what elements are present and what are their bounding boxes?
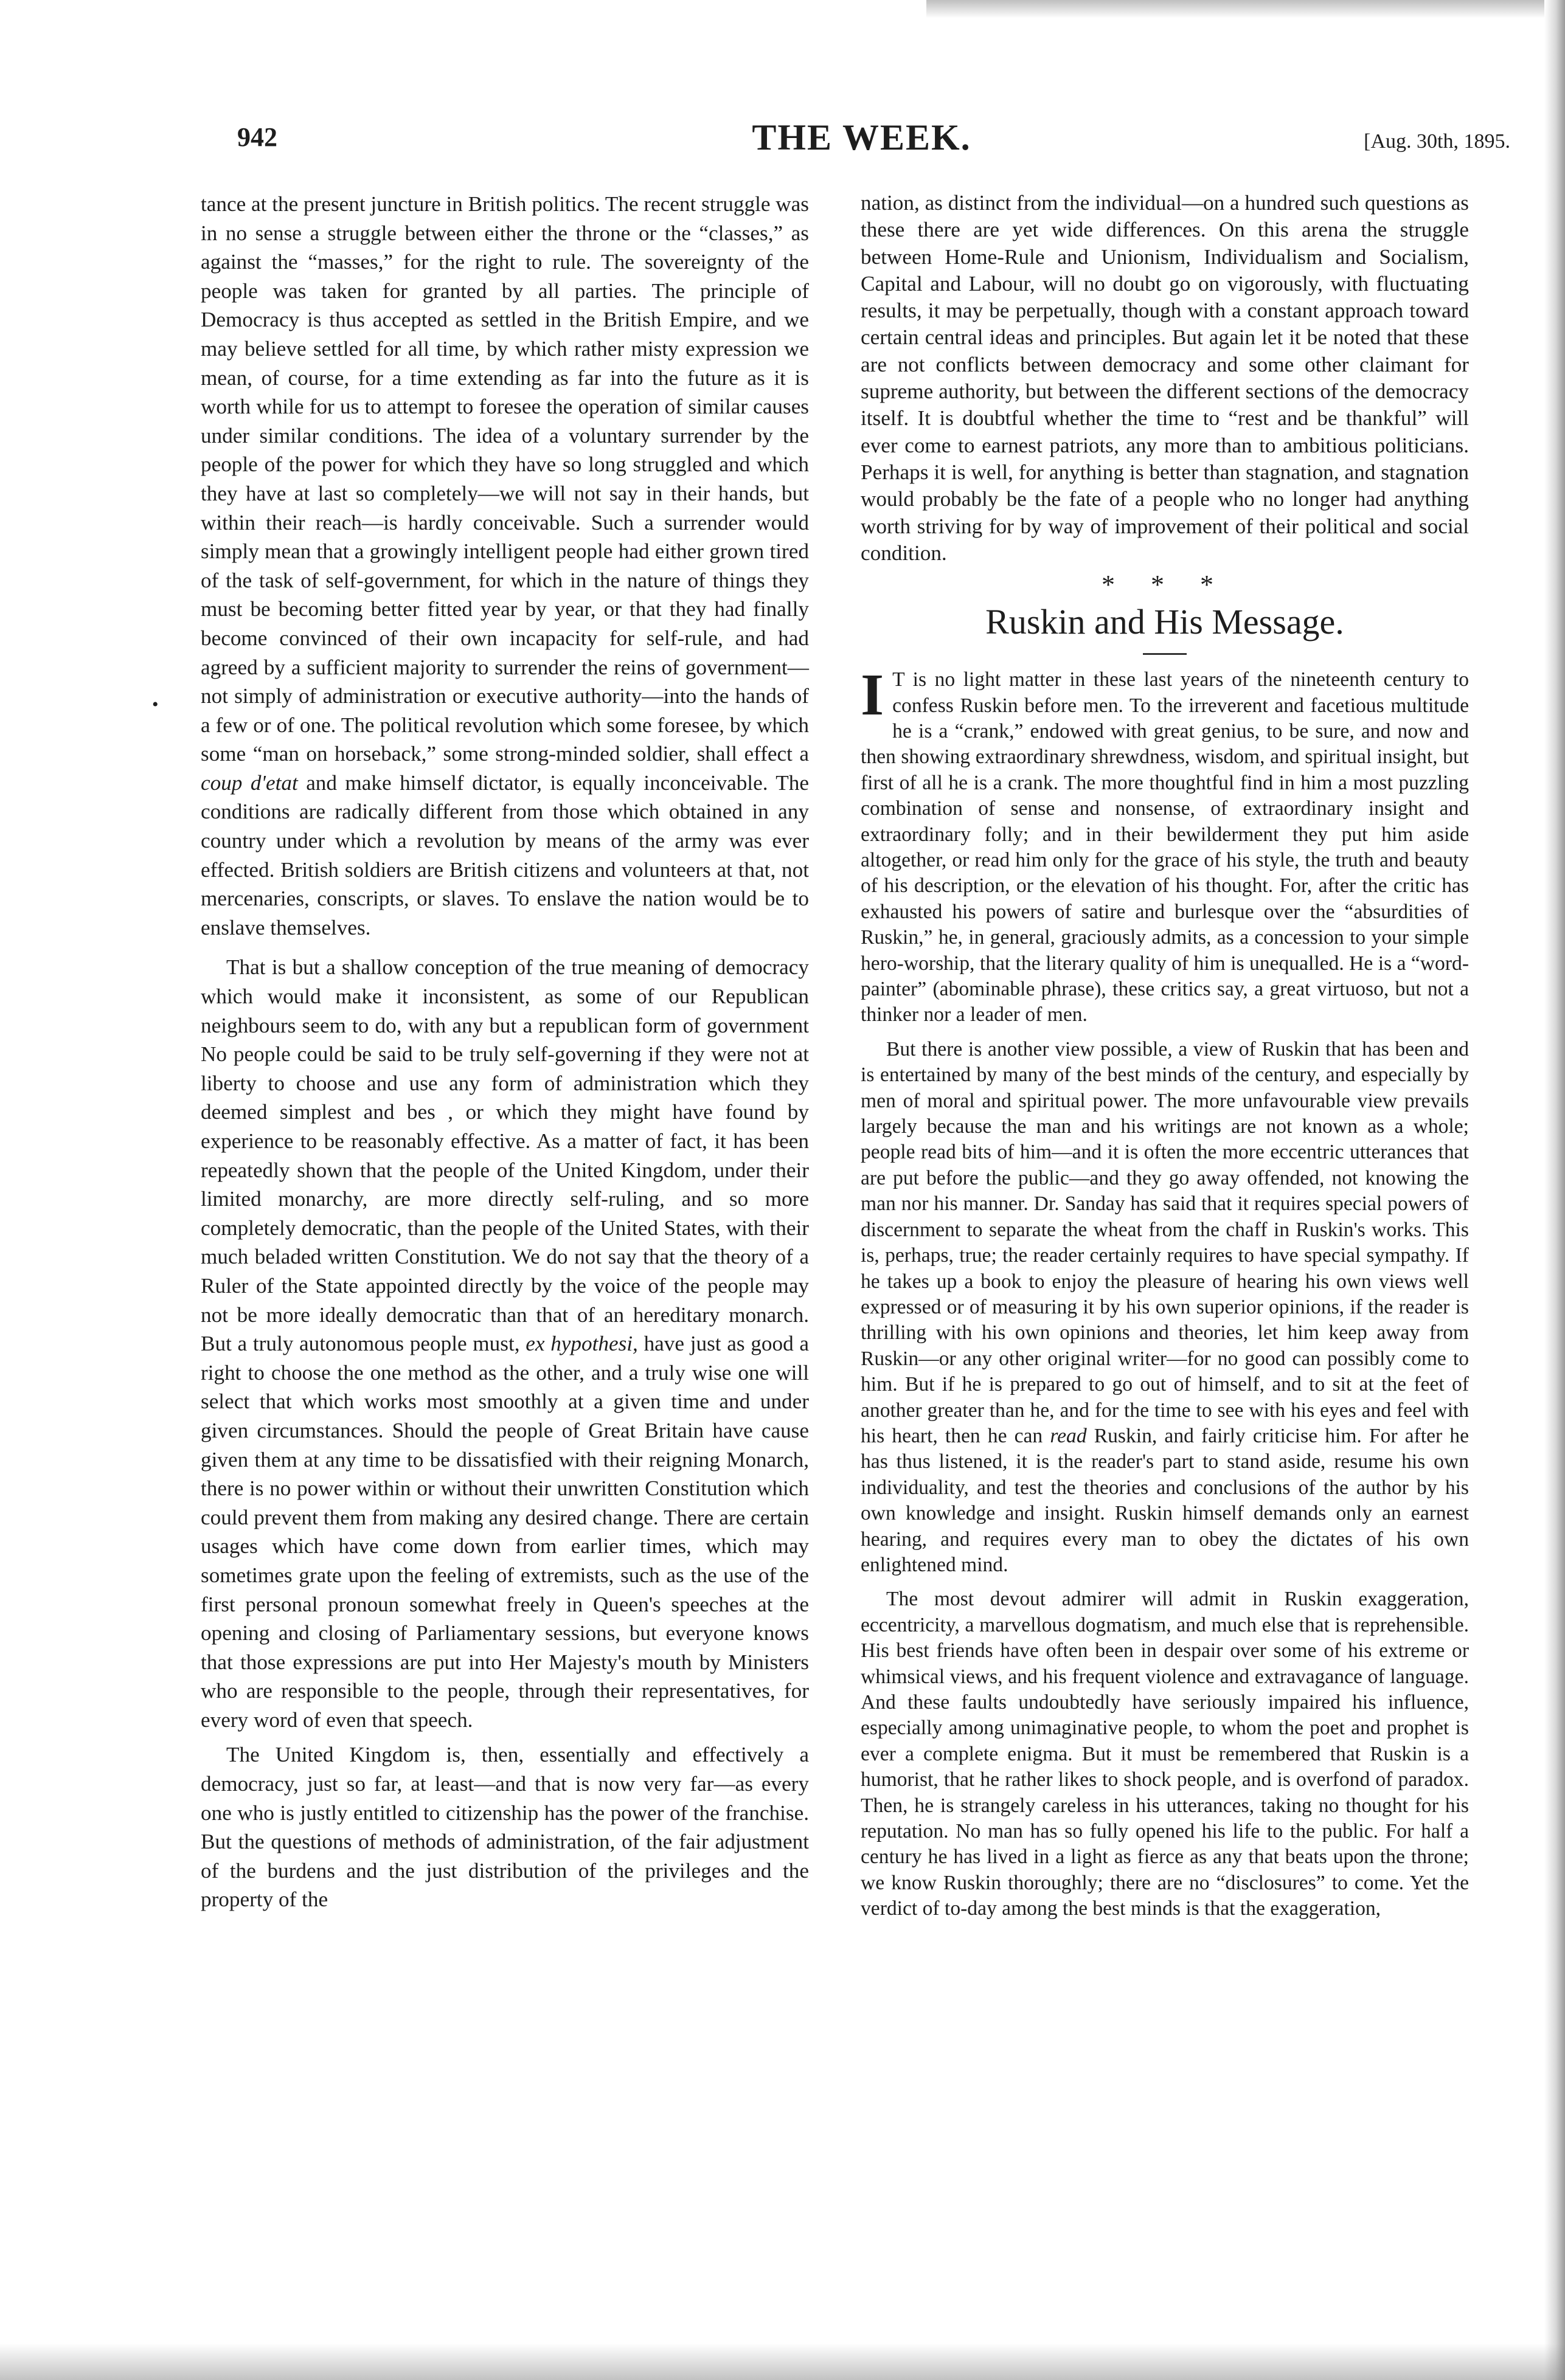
drop-cap: I — [861, 662, 884, 728]
left-paragraph-1 — [201, 190, 809, 942]
scan-edge-bottom — [0, 2344, 1565, 2380]
left-column — [201, 190, 809, 1914]
right-paragraph-1: nation, as distinct from the individual—on a hundred such questions as these there are yet wide differences. On this arena the struggle between Home-Rule and Unionism, Individualism and Socialism, Capital and Labour, will no doubt go on vigorously, with fluctuating results, it may be perpetually, though with a constant approach toward certain central ideas and principles. But again let it be noted that these are not conflicts between democracy and some other claimant for supreme authority, but between the different sections of the democracy itself. It is doubtful whether the time to “rest and be thankful” will ever come to earnest patriots, any more than to ambitious politicians. Perhaps it is well, for anything is better than stagnation, and stagnation would probably be the fate of a people who no longer had anything worth striving for by way of improvement of their political and social condition. — [861, 191, 1469, 565]
scan-edge-right — [1544, 0, 1565, 2380]
article-paragraph-2 — [861, 1037, 1469, 1579]
right-column — [861, 190, 1469, 1922]
left-paragraph-2 — [201, 953, 809, 1734]
issue-date: [Aug. 30th, 1895. — [1364, 130, 1510, 153]
left-paragraph-1-text: tance at the present juncture in British politics. The recent struggle was in no sense a struggle between either the throne or the “classes,” as against the “masses,” for the right to rule. The sovereignty of the people was taken for granted by all parties. The principle of Democracy is thus accepted as settled in the British Empire, and we may believe settled for all time, by which rather misty expression we mean, of course, for a time extending as far into the future as it is worth while for us to attempt to foresee the operation of similar causes under similar conditions. The idea of a voluntary surrender by the people of the power for which they have so long struggled and which they have at last so completely—we will not say in their hands, but within their reach—is hardly conceivable. Such a surrender would simply mean that a growingly intelligent people had either grown tired of the task of self-government, for which in the nature of things they must be becoming better fitted year by year, or that they had finally become convinced of their own incapacity for self-rule, and had agreed by a sufficient majority to surrender the reins of government—not simply of administration or executive authority—into the hands of a few or of one. The political revolution which some foresee, by which some “man on horseback,” some strong-minded soldier, shall effect a — [201, 192, 809, 766]
page-header — [201, 117, 1522, 170]
page-number: 942 — [237, 122, 277, 152]
article-title: Ruskin and His Message. — [985, 602, 1344, 642]
masthead-title: THE WEEK. — [752, 117, 971, 157]
article-paragraph-1 — [861, 662, 1469, 1028]
left-paragraph-1-end: and make himself dictator, is equally inconceivable. The conditions are radically different from those which obtained in any country under which a revolution by means of the army was ever effected. British soldiers are British citizens and volunteers at that, not mercenaries, conscripts, or slaves. To enslave the nation would be to enslave themselves. — [201, 770, 809, 939]
left-paragraph-1-italic: coup d'etat — [201, 770, 298, 795]
margin-dot: • — [152, 694, 159, 714]
scan-edge-top — [926, 0, 1565, 18]
title-rule — [1143, 653, 1187, 655]
section-divider-stars: * * * — [1102, 570, 1228, 600]
left-paragraph-2-text: That is but a shallow conception of the true meaning of democracy which would make it inconsistent, as some of our Republican neighbours seem to do, with any but a republican form of government No people could be said to be truly self-governing if they were not at liberty to choose and use any form of administration which they deemed simplest and bes , or which they might have found by experience to be reasonably effective. As a matter of fact, it has been repeatedly shown that the people of the United Kingdom, under their limited monarchy, are more directly self-ruling, and so more completely democratic, than the people of the United States, with their much beladed written Constitution. We do not say that the theory of a Ruler of the State appointed directly by the voice of the people may not be more ideally democratic than that of an hereditary monarch. But a truly autonomous people must, — [201, 955, 809, 1356]
left-paragraph-2-italic: ex hypothesi, — [526, 1332, 638, 1356]
article-paragraph-3: The most devout admirer will admit in Ruskin exaggeration, eccentricity, a marvellous dogmatism, and much else that is reprehensible. His best friends have often been in despair over some of his extreme or whimsical views, and his frequent violence and extravagance of language. And these faults undoubtedly have seriously impaired his influence, especially among unimaginative people, to whom the poet and prophet is ever a complete enigma. But it must be remembered that Ruskin is a humorist, that he rather likes to shock people, and is overfond of paradox. Then, he is strangely careless in his utterances, taking no thought for his reputation. No man has so fully opened his life to the public. For half a century he has lived in a light as fierce as any that beats upon the throne; we know Ruskin thoroughly; there are no “disclosures” to come. Yet the verdict of to-day among the best minds is that the exaggeration, — [861, 1588, 1469, 1920]
left-paragraph-3: The United Kingdom is, then, essentially and effectively a democracy, just so far, at least—and that is now very far—as every one who is justly entitled to citizenship has the power of the franchise. But the questions of methods of administration, of the fair adjustment of the burdens and the just distribution of the privileges and the property of the — [201, 1743, 809, 1912]
article-paragraph-2-end: Ruskin, and fairly criticise him. For after he has thus listened, it is the reader's part to stand aside, resume his own individuality, and test the theories and conclusions of the author by his own knowledge and insight. Ruskin himself demands only an earnest hearing, and requires every man to obey the dictates of his own enlightened mind. — [861, 1424, 1469, 1576]
article-paragraph-1-text: T is no light matter in these last years of the nineteenth century to confess Ruskin before men. To the irreverent and facetious multitude he is a “crank,” endowed with great genius, to be sure, and now and then showing extraordinary shrewdness, wisdom, and spiritual insight, but first of all he is a crank. The more thoughtful find in him a most puzzling combination of sense and nonsense, of extraordinary insight and extraordinary folly; and in their bewilderment they put him aside altogether, or read him only for the grace of his style, the truth and beauty of his description, or the elevation of his thought. For, after the critic has exhausted his powers of satire and burlesque over the “absurdities of Ruskin,” he, in general, graciously admits, as a concession to your simple hero-worship, that the literary quality of him is unequalled. He is a “word-painter” (abominable phrase), these critics say, a great virtuoso, but not a thinker nor a leader of men. — [861, 668, 1469, 1026]
article-paragraph-2-italic: read — [1050, 1424, 1087, 1447]
article-paragraph-2-text: But there is another view possible, a view of Ruskin that has been and is entertained by many of the best minds of the century, and especially by men of moral and spiritual power. The more unfavourable view prevails largely because the man and his writings are not known as a whole; people read bits of him—and it is often the more eccentric utterances that are put before the public—and they go away offended, not knowing the man nor his manner. Dr. Sanday has said that it requires special powers of discernment to separate the wheat from the chaff in Ruskin's works. This is, perhaps, true; the reader certainly requires to have special sympathy. If he takes up a book to enjoy the pleasure of hearing his own views well expressed or of measuring it by his own superior opinions, if the reader is thrilling with his own opinions and theories, let him keep away from Ruskin—or any other original writer—for no good can possibly come to him. But if he is prepared to go out of himself, and to sit at the feet of another greater than he, and for the time to see with his eyes and feel with his heart, then he can — [861, 1037, 1469, 1447]
left-paragraph-2-end: have just as good a right to choose the one method as the other, and a truly wise one will select that which works most smoothly at a given time and under given circumstances. Should the people of Great Britain have cause given them at any time to be dissatisfied with their reigning Monarch, there is no power within or without their unwritten Constitution which could prevent them from making any desired change. There are certain usages which have come down from earlier times, which may sometimes grate upon the feeling of extremists, such as the use of the first personal pronoun somewhat freely in Queen's speeches at the opening and closing of Parliamentary sessions, but everyone knows that those expressions are put into Her Majesty's mouth by Ministers who are responsible to the people, through their representatives, for every word of even that speech. — [201, 1332, 809, 1732]
